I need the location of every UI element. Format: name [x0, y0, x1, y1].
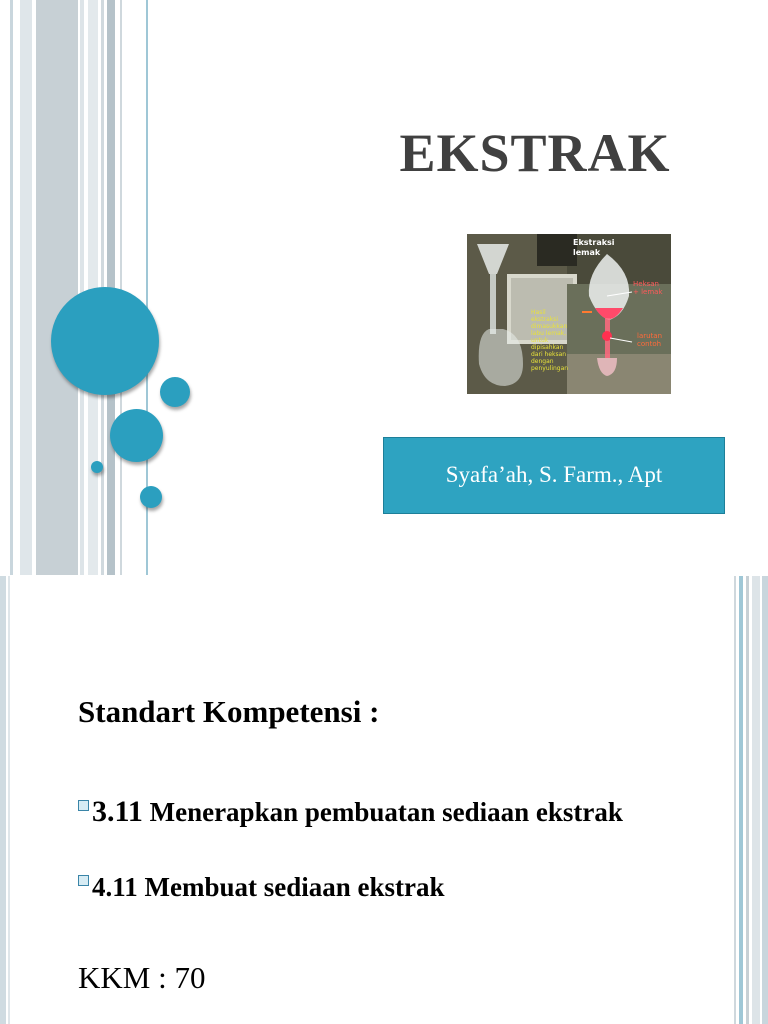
- svg-text:dimasukkan: dimasukkan: [531, 323, 568, 330]
- svg-text:Heksan: Heksan: [633, 280, 659, 288]
- item-number: 3.11: [92, 795, 143, 828]
- author-name: Syafa’ah, S. Farm., Apt: [445, 462, 663, 487]
- decorative-circle-large: [51, 287, 159, 395]
- svg-text:dari heksan: dari heksan: [531, 351, 567, 358]
- decorative-stripe: [746, 576, 749, 1024]
- slide-title: EKSTRAK: [399, 123, 671, 183]
- lab-apparatus-illustration: [467, 234, 671, 394]
- svg-text:labu lemak,: labu lemak,: [531, 330, 567, 337]
- item-text: Membuat sediaan ekstrak: [137, 872, 445, 902]
- svg-text:dengan: dengan: [531, 358, 554, 365]
- decorative-stripe: [752, 576, 760, 1024]
- decorative-stripe: [739, 576, 743, 1024]
- decorative-stripe: [8, 576, 10, 1024]
- bullet-icon: [78, 875, 89, 886]
- author-box: [383, 437, 725, 514]
- svg-text:Hasil: Hasil: [531, 309, 546, 316]
- svg-text:dipisahkan: dipisahkan: [531, 344, 564, 351]
- competency-slide: [0, 576, 768, 1024]
- kkm-value: KKM : 70: [78, 960, 206, 995]
- svg-text:+ lemak: + lemak: [633, 288, 663, 296]
- decorative-stripe: [762, 576, 768, 1024]
- decorative-circle-small: [140, 486, 162, 508]
- svg-text:ekstraksi: ekstraksi: [531, 316, 559, 323]
- svg-text:lemak: lemak: [573, 248, 601, 257]
- decorative-stripe: [80, 0, 84, 575]
- decorative-circle-medium: [110, 409, 163, 462]
- item-text: Menerapkan pembuatan sediaan ekstrak: [142, 797, 623, 827]
- decorative-stripe: [20, 0, 32, 575]
- svg-text:untuk: untuk: [531, 337, 549, 344]
- slide-heading: Standart Kompetensi :: [78, 694, 380, 729]
- decorative-stripe: [10, 0, 13, 575]
- svg-text:larutan: larutan: [637, 332, 663, 340]
- svg-text:penyulingan: penyulingan: [531, 365, 569, 372]
- extraction-photo: [467, 234, 671, 394]
- item-number: 4.11: [92, 872, 138, 902]
- decorative-stripe: [120, 0, 122, 575]
- decorative-stripe: [36, 0, 78, 575]
- decorative-stripe: [0, 576, 6, 1024]
- decorative-stripe: [734, 576, 736, 1024]
- svg-text:contoh: contoh: [637, 340, 662, 348]
- list-item: [78, 872, 445, 903]
- bullet-icon: [78, 800, 89, 811]
- decorative-circle-small: [160, 377, 190, 407]
- svg-text:Ekstraksi: Ekstraksi: [573, 238, 615, 247]
- list-item: [78, 790, 638, 835]
- decorative-circle-tiny: [91, 461, 103, 473]
